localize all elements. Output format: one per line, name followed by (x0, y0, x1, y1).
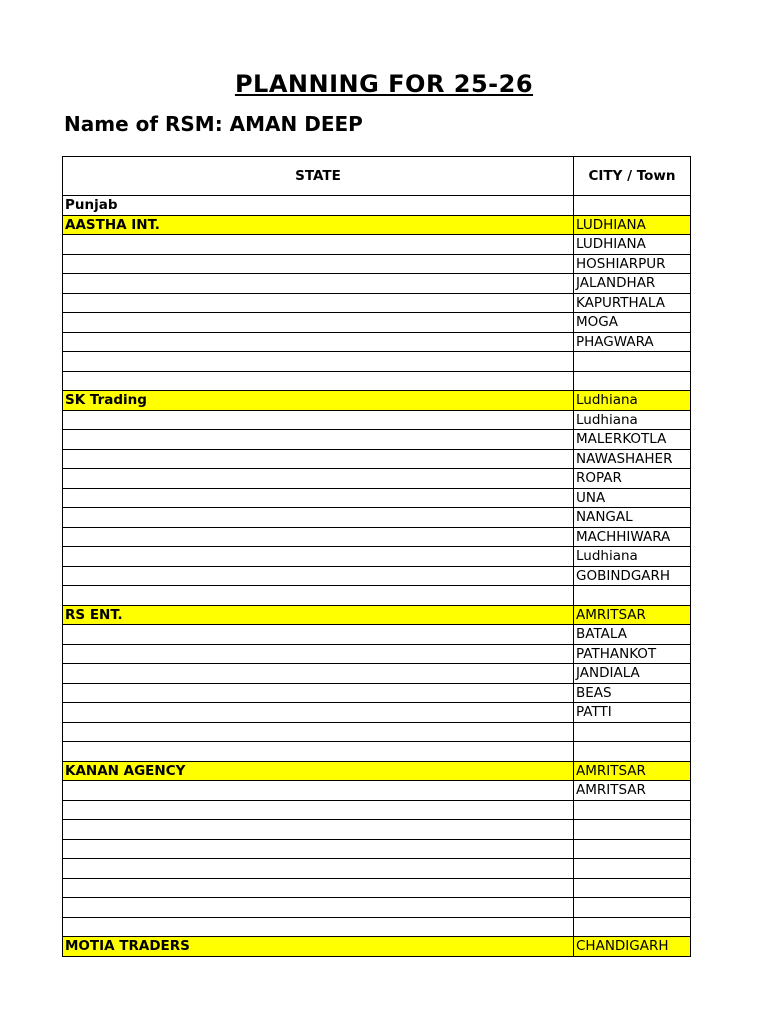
state-cell (63, 469, 574, 489)
table-row (63, 352, 691, 372)
table-row (63, 917, 691, 937)
city-cell: AMRITSAR (574, 781, 691, 801)
table-row (63, 839, 691, 859)
state-cell (63, 742, 574, 762)
table-row (63, 547, 691, 567)
table-row (63, 722, 691, 742)
state-cell (63, 332, 574, 352)
city-cell (574, 371, 691, 391)
header-row (63, 157, 691, 196)
city-cell (574, 196, 691, 216)
state-cell (63, 644, 574, 664)
city-cell: MOGA (574, 313, 691, 333)
table-row (63, 703, 691, 723)
table-row (63, 332, 691, 352)
state-cell: MOTIA TRADERS (63, 937, 574, 957)
table-row (63, 274, 691, 294)
city-cell: CHANDIGARH (574, 937, 691, 957)
city-cell: JALANDHAR (574, 274, 691, 294)
state-cell: RS ENT. (63, 605, 574, 625)
table-row (63, 430, 691, 450)
table-row (63, 254, 691, 274)
table-row (63, 488, 691, 508)
state-cell (63, 566, 574, 586)
state-cell (63, 430, 574, 450)
table-row (63, 878, 691, 898)
state-cell (63, 683, 574, 703)
state-cell: Punjab (63, 196, 574, 216)
state-cell (63, 722, 574, 742)
city-cell (574, 742, 691, 762)
table-row (63, 371, 691, 391)
table-row (63, 410, 691, 430)
table-row (63, 313, 691, 333)
state-cell (63, 313, 574, 333)
table-row (63, 781, 691, 801)
table-row (63, 391, 691, 411)
table-row (63, 605, 691, 625)
table-row (63, 937, 691, 957)
table-row (63, 664, 691, 684)
state-cell (63, 274, 574, 294)
city-cell (574, 352, 691, 372)
state-cell (63, 703, 574, 723)
city-cell (574, 839, 691, 859)
state-cell: SK Trading (63, 391, 574, 411)
table-row (63, 196, 691, 216)
table-row (63, 566, 691, 586)
state-cell (63, 235, 574, 255)
table-row (63, 469, 691, 489)
state-cell (63, 527, 574, 547)
city-cell: MALERKOTLA (574, 430, 691, 450)
table-row (63, 625, 691, 645)
city-cell (574, 859, 691, 879)
state-cell (63, 449, 574, 469)
city-cell (574, 917, 691, 937)
city-cell: BEAS (574, 683, 691, 703)
state-cell (63, 488, 574, 508)
city-cell: GOBINDGARH (574, 566, 691, 586)
state-cell (63, 664, 574, 684)
state-cell (63, 410, 574, 430)
city-cell: NAWASHAHER (574, 449, 691, 469)
city-cell (574, 878, 691, 898)
city-cell: LUDHIANA (574, 215, 691, 235)
state-cell (63, 371, 574, 391)
table-row (63, 586, 691, 606)
city-cell: LUDHIANA (574, 235, 691, 255)
table-row (63, 742, 691, 762)
table-row (63, 761, 691, 781)
table-row (63, 215, 691, 235)
state-cell (63, 878, 574, 898)
city-cell (574, 586, 691, 606)
state-cell (63, 508, 574, 528)
state-cell: KANAN AGENCY (63, 761, 574, 781)
state-cell (63, 917, 574, 937)
city-cell: HOSHIARPUR (574, 254, 691, 274)
city-cell: PHAGWARA (574, 332, 691, 352)
table-body (63, 196, 691, 957)
city-cell: BATALA (574, 625, 691, 645)
city-cell: UNA (574, 488, 691, 508)
state-cell (63, 820, 574, 840)
page-title: PLANNING FOR 25-26 (234, 70, 534, 98)
table-row (63, 527, 691, 547)
city-cell: AMRITSAR (574, 761, 691, 781)
table-row (63, 859, 691, 879)
state-cell (63, 839, 574, 859)
state-cell (63, 859, 574, 879)
table-row (63, 449, 691, 469)
city-cell: Ludhiana (574, 410, 691, 430)
state-cell (63, 586, 574, 606)
table-row (63, 293, 691, 313)
city-cell: PATTI (574, 703, 691, 723)
state-cell (63, 352, 574, 372)
state-cell: AASTHA INT. (63, 215, 574, 235)
city-cell (574, 800, 691, 820)
city-cell: KAPURTHALA (574, 293, 691, 313)
rsm-name: Name of RSM: AMAN DEEP (64, 112, 363, 136)
table-row (63, 800, 691, 820)
table-row (63, 898, 691, 918)
table-row (63, 820, 691, 840)
city-cell: AMRITSAR (574, 605, 691, 625)
city-cell: NANGAL (574, 508, 691, 528)
city-cell: Ludhiana (574, 547, 691, 567)
header-state: STATE (63, 157, 574, 196)
city-cell: JANDIALA (574, 664, 691, 684)
table-row (63, 644, 691, 664)
header-city: CITY / Town (574, 157, 691, 196)
state-cell (63, 625, 574, 645)
city-cell: Ludhiana (574, 391, 691, 411)
state-cell (63, 781, 574, 801)
city-cell: MACHHIWARA (574, 527, 691, 547)
city-cell (574, 898, 691, 918)
city-cell: ROPAR (574, 469, 691, 489)
city-cell (574, 820, 691, 840)
state-cell (63, 254, 574, 274)
table-row (63, 508, 691, 528)
city-cell (574, 722, 691, 742)
table-row (63, 683, 691, 703)
state-cell (63, 547, 574, 567)
planning-table (62, 156, 691, 957)
city-cell: PATHANKOT (574, 644, 691, 664)
state-cell (63, 293, 574, 313)
table-row (63, 235, 691, 255)
state-cell (63, 800, 574, 820)
state-cell (63, 898, 574, 918)
